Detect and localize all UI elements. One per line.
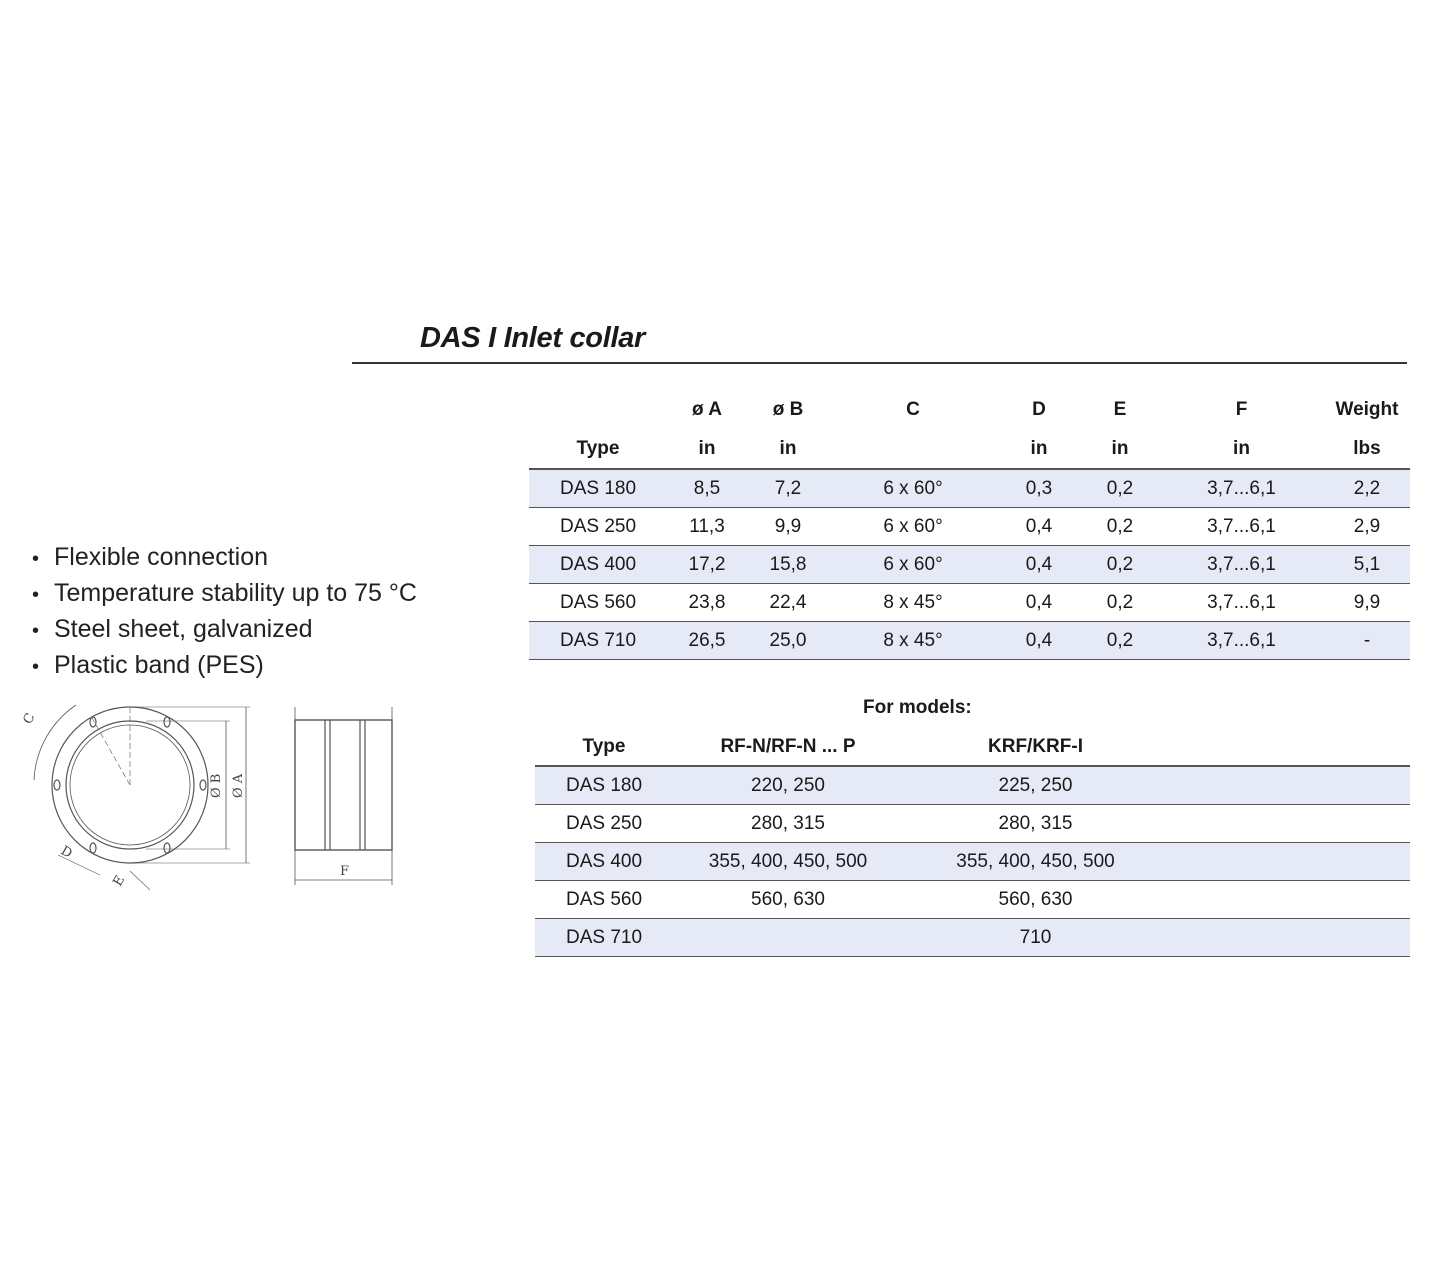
table-cell: 0,2 bbox=[1081, 622, 1159, 660]
table-cell-empty bbox=[1168, 766, 1410, 805]
table-unit-row bbox=[529, 430, 1410, 469]
table-row bbox=[529, 546, 1410, 584]
label-c: C bbox=[20, 710, 39, 727]
dimension-table bbox=[529, 390, 1410, 660]
column-unit: in bbox=[1159, 430, 1324, 469]
table-cell-empty bbox=[1168, 805, 1410, 843]
table-cell: 15,8 bbox=[747, 546, 829, 584]
table-row bbox=[535, 766, 1410, 805]
table-cell: 355, 400, 450, 500 bbox=[903, 843, 1168, 881]
table-cell: 2,9 bbox=[1324, 508, 1410, 546]
bolt-hole bbox=[164, 717, 170, 727]
table-cell: DAS 250 bbox=[529, 508, 667, 546]
models-caption: For models: bbox=[863, 697, 972, 718]
table-cell: 2,2 bbox=[1324, 469, 1410, 508]
table-cell: 3,7...6,1 bbox=[1159, 584, 1324, 622]
table-cell: 3,7...6,1 bbox=[1159, 469, 1324, 508]
column-unit: in bbox=[667, 430, 747, 469]
bolt-hole bbox=[200, 780, 206, 790]
table-cell: 355, 400, 450, 500 bbox=[673, 843, 903, 881]
feature-item: • Temperature stability up to 75 °C bbox=[32, 576, 417, 612]
label-e: E bbox=[110, 873, 129, 889]
table-cell: 8 x 45° bbox=[829, 622, 997, 660]
table-row bbox=[535, 919, 1410, 957]
label-d: D bbox=[58, 843, 75, 862]
table-row bbox=[529, 508, 1410, 546]
table-cell: 225, 250 bbox=[903, 766, 1168, 805]
table-cell: 22,4 bbox=[747, 584, 829, 622]
column-unit: in bbox=[1081, 430, 1159, 469]
column-header-empty bbox=[1168, 728, 1410, 766]
table-cell: 3,7...6,1 bbox=[1159, 508, 1324, 546]
table-cell: 6 x 60° bbox=[829, 469, 997, 508]
table-cell: 280, 315 bbox=[903, 805, 1168, 843]
feature-list bbox=[32, 540, 417, 684]
table-cell: DAS 560 bbox=[535, 881, 673, 919]
column-header: Type bbox=[535, 728, 673, 766]
table-cell: 9,9 bbox=[747, 508, 829, 546]
table-cell: 0,2 bbox=[1081, 508, 1159, 546]
table-cell-empty bbox=[1168, 881, 1410, 919]
table-cell: 7,2 bbox=[747, 469, 829, 508]
column-header: RF-N/RF-N ... P bbox=[673, 728, 903, 766]
table-cell: 6 x 60° bbox=[829, 508, 997, 546]
table-cell: 6 x 60° bbox=[829, 546, 997, 584]
table-cell: 8,5 bbox=[667, 469, 747, 508]
bolt-hole bbox=[54, 780, 60, 790]
table-cell: 17,2 bbox=[667, 546, 747, 584]
bullet-icon: • bbox=[32, 620, 40, 642]
table-cell: 560, 630 bbox=[903, 881, 1168, 919]
column-header: E bbox=[1113, 399, 1127, 420]
table-cell bbox=[673, 919, 903, 957]
table-cell-empty bbox=[1168, 843, 1410, 881]
title-divider bbox=[352, 362, 1407, 364]
table-cell: 280, 315 bbox=[673, 805, 903, 843]
table-cell: 0,2 bbox=[1081, 469, 1159, 508]
table-cell: 5,1 bbox=[1324, 546, 1410, 584]
page-title: DAS I Inlet collar bbox=[420, 322, 646, 354]
table-header-row bbox=[535, 728, 1410, 766]
table-cell: 0,4 bbox=[997, 622, 1081, 660]
label-a: Ø A bbox=[231, 773, 246, 798]
table-row bbox=[535, 843, 1410, 881]
table-cell: DAS 710 bbox=[535, 919, 673, 957]
table-row bbox=[535, 805, 1410, 843]
label-f: F bbox=[340, 864, 350, 879]
table-cell: - bbox=[1324, 622, 1410, 660]
table-cell: DAS 400 bbox=[529, 546, 667, 584]
bullet-icon: • bbox=[32, 548, 40, 570]
table-cell: 3,7...6,1 bbox=[1159, 622, 1324, 660]
table-cell: 0,4 bbox=[997, 508, 1081, 546]
column-header: ø B bbox=[772, 399, 804, 420]
bolt-hole bbox=[164, 843, 170, 853]
column-unit: in bbox=[997, 430, 1081, 469]
column-header: ø A bbox=[692, 399, 722, 420]
table-cell: 9,9 bbox=[1324, 584, 1410, 622]
table-cell: 25,0 bbox=[747, 622, 829, 660]
column-unit bbox=[829, 430, 997, 469]
bolt-hole bbox=[90, 717, 96, 727]
column-unit: in bbox=[747, 430, 829, 469]
column-header: C bbox=[906, 399, 920, 420]
table-cell: DAS 180 bbox=[535, 766, 673, 805]
table-cell: 0,2 bbox=[1081, 546, 1159, 584]
feature-item: • Flexible connection bbox=[32, 540, 417, 576]
models-table bbox=[535, 728, 1410, 957]
table-row bbox=[529, 622, 1410, 660]
bolt-hole bbox=[90, 843, 96, 853]
bullet-icon: • bbox=[32, 584, 40, 606]
table-cell: DAS 560 bbox=[529, 584, 667, 622]
table-row bbox=[529, 469, 1410, 508]
table-cell: 0,4 bbox=[997, 546, 1081, 584]
column-header: F bbox=[1235, 399, 1248, 420]
table-cell: DAS 710 bbox=[529, 622, 667, 660]
table-row bbox=[535, 881, 1410, 919]
table-cell: 710 bbox=[903, 919, 1168, 957]
column-unit: Type bbox=[529, 430, 667, 469]
feature-item: • Steel sheet, galvanized bbox=[32, 612, 417, 648]
table-cell: 8 x 45° bbox=[829, 584, 997, 622]
table-cell: DAS 180 bbox=[529, 469, 667, 508]
bullet-icon: • bbox=[32, 656, 40, 678]
table-cell: 0,3 bbox=[997, 469, 1081, 508]
feature-item: • Plastic band (PES) bbox=[32, 648, 417, 684]
table-cell: 3,7...6,1 bbox=[1159, 546, 1324, 584]
table-cell: 220, 250 bbox=[673, 766, 903, 805]
label-b: Ø B bbox=[209, 773, 224, 798]
table-cell: DAS 400 bbox=[535, 843, 673, 881]
table-cell: DAS 250 bbox=[535, 805, 673, 843]
column-header bbox=[529, 390, 667, 430]
column-header: D bbox=[1032, 399, 1046, 420]
table-cell: 26,5 bbox=[667, 622, 747, 660]
column-unit: lbs bbox=[1324, 430, 1410, 469]
table-cell: 0,2 bbox=[1081, 584, 1159, 622]
side-view-body bbox=[295, 720, 392, 850]
table-header-row bbox=[529, 390, 1410, 430]
column-header: KRF/KRF-I bbox=[903, 728, 1168, 766]
table-cell: 0,4 bbox=[997, 584, 1081, 622]
table-cell-empty bbox=[1168, 919, 1410, 957]
table-cell: 560, 630 bbox=[673, 881, 903, 919]
table-cell: 11,3 bbox=[667, 508, 747, 546]
column-header: Weight bbox=[1335, 399, 1399, 420]
table-row bbox=[529, 584, 1410, 622]
table-cell: 23,8 bbox=[667, 584, 747, 622]
technical-drawing bbox=[20, 695, 420, 905]
